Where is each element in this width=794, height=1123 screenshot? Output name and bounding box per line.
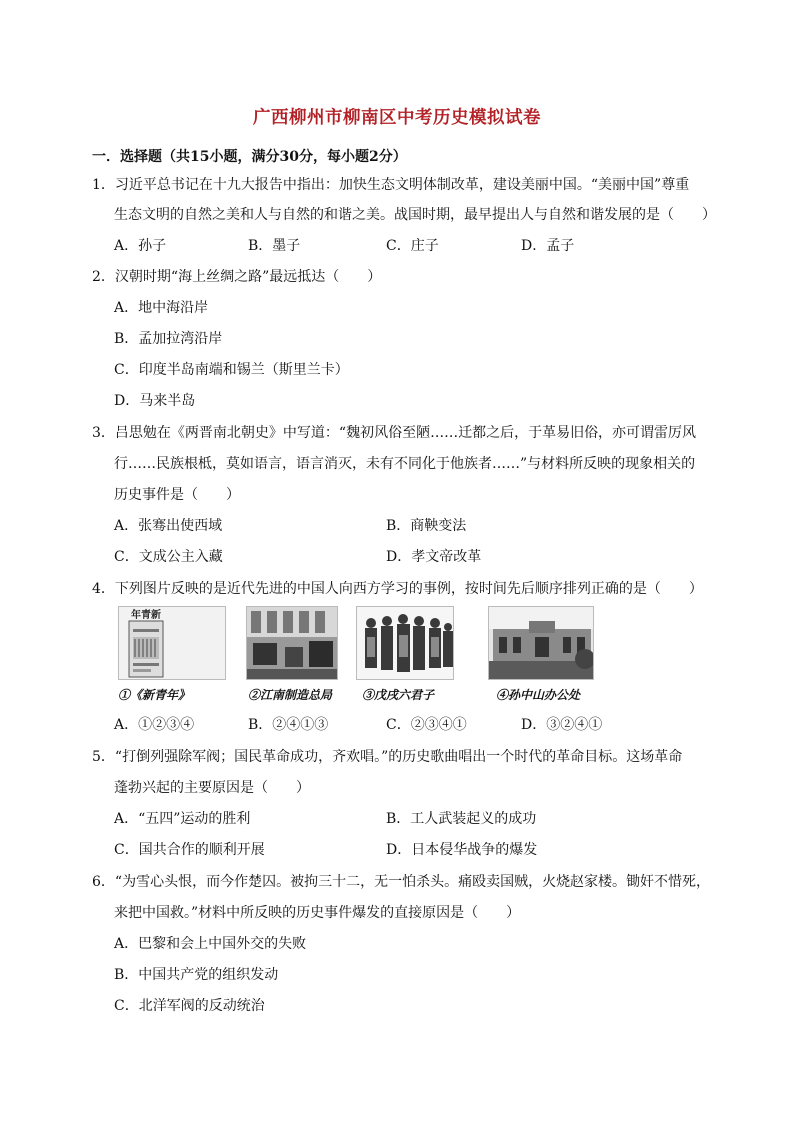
q5-option-c: C．国共合作的顺利开展 xyxy=(114,842,265,858)
section-heading: 一．选择题（共15小题，满分30分，每小题2分） xyxy=(92,149,407,165)
exam-title: 广西柳州市柳南区中考历史模拟试卷 xyxy=(253,108,541,128)
q3-line3: 历史事件是（ ） xyxy=(114,487,240,503)
q6-line1: 6．“为雪心头恨，而今作楚囚。被拘三十二，无一怕杀头。痛殴卖国贼，火烧赵家楼。锄奸不惜死， xyxy=(92,874,711,890)
q3-line1: 3．吕思勉在《两晋南北朝史》中写道：“魏初风俗至陋……迁都之后，于革易旧俗，亦可谓雷厉风 xyxy=(92,425,697,441)
wuxu-six-gentlemen-image xyxy=(356,606,454,680)
q1-option-d: D．孟子 xyxy=(521,238,575,254)
jiangnan-arsenal-image xyxy=(246,606,338,680)
q5-line1: 5．“打倒列强除军阀；国民革命成功，齐欢唱。”的历史歌曲唱出一个时代的革命目标。这场革命 xyxy=(92,749,683,765)
q4-option-a: A．①②③④ xyxy=(114,717,195,733)
q6-option-a: A．巴黎和会上中国外交的失败 xyxy=(114,936,307,952)
q4-caption-2: ②江南制造总局 xyxy=(248,688,333,702)
q1-line2: 生态文明的自然之美和人与自然的和谐之美。战国时期，最早提出人与自然和谐发展的是（ ） xyxy=(114,207,716,223)
q1-option-c: C．庄子 xyxy=(386,238,439,254)
q3-option-a: A．张骞出使西域 xyxy=(114,518,223,534)
q2-option-b: B．孟加拉湾沿岸 xyxy=(114,331,223,347)
q5-option-d: D．日本侵华战争的爆发 xyxy=(386,842,538,858)
q4-option-c: C．②③④① xyxy=(386,717,467,733)
q2-option-a: A．地中海沿岸 xyxy=(114,300,209,316)
q3-option-d: D．孝文帝改革 xyxy=(386,549,482,565)
q4-caption-1: ①《新青年》 xyxy=(118,688,191,702)
q2-line1: 2．汉朝时期“海上丝绸之路”最远抵达（ ） xyxy=(92,269,382,285)
q4-option-b: B．②④①③ xyxy=(248,717,329,733)
q5-option-b: B．工人武装起义的成功 xyxy=(386,811,537,827)
q1-option-a: A．孙子 xyxy=(114,238,167,254)
q3-option-c: C．文成公主入藏 xyxy=(114,549,223,565)
figures-drawing-icon xyxy=(357,607,454,680)
q1-line1: 1．习近平总书记在十九大报告中指出：加快生态文明体制改革，建设美丽中国。“美丽中国”尊重 xyxy=(92,177,690,193)
q6-option-b: B．中国共产党的组织发动 xyxy=(114,967,279,983)
magazine-cover-icon xyxy=(119,607,226,680)
sun-yatsen-office-image xyxy=(488,606,594,680)
q6-option-c: C．北洋军阀的反动统治 xyxy=(114,998,265,1014)
q3-line2: 行……民族根柢，莫如语言，语言消灭，未有不同化于他族者……”与材料所反映的现象相关的 xyxy=(114,456,696,472)
cover-title-text: 年青新 xyxy=(131,610,161,621)
q2-option-c: C．印度半岛南端和锡兰（斯里兰卡） xyxy=(114,362,349,378)
xin-qingnian-cover-image xyxy=(118,606,226,680)
q4-caption-3: ③戊戌六君子 xyxy=(362,688,435,702)
q1-option-b: B．墨子 xyxy=(248,238,301,254)
q4-option-d: D．③②④① xyxy=(521,717,603,733)
q6-line2: 来把中国救。”材料中所反映的历史事件爆发的直接原因是（ ） xyxy=(114,905,521,921)
building-photo-icon xyxy=(489,607,594,680)
q2-option-d: D．马来半岛 xyxy=(114,393,196,409)
factory-photo-icon xyxy=(247,607,338,680)
q3-option-b: B．商鞅变法 xyxy=(386,518,467,534)
q5-line2: 蓬勃兴起的主要原因是（ ） xyxy=(114,780,310,796)
q5-option-a: A．“五四”运动的胜利 xyxy=(114,811,251,827)
q4-line1: 4．下列图片反映的是近代先进的中国人向西方学习的事例，按时间先后顺序排列正确的是（ ） xyxy=(92,581,703,597)
q4-caption-4: ④孙中山办公处 xyxy=(496,688,581,702)
